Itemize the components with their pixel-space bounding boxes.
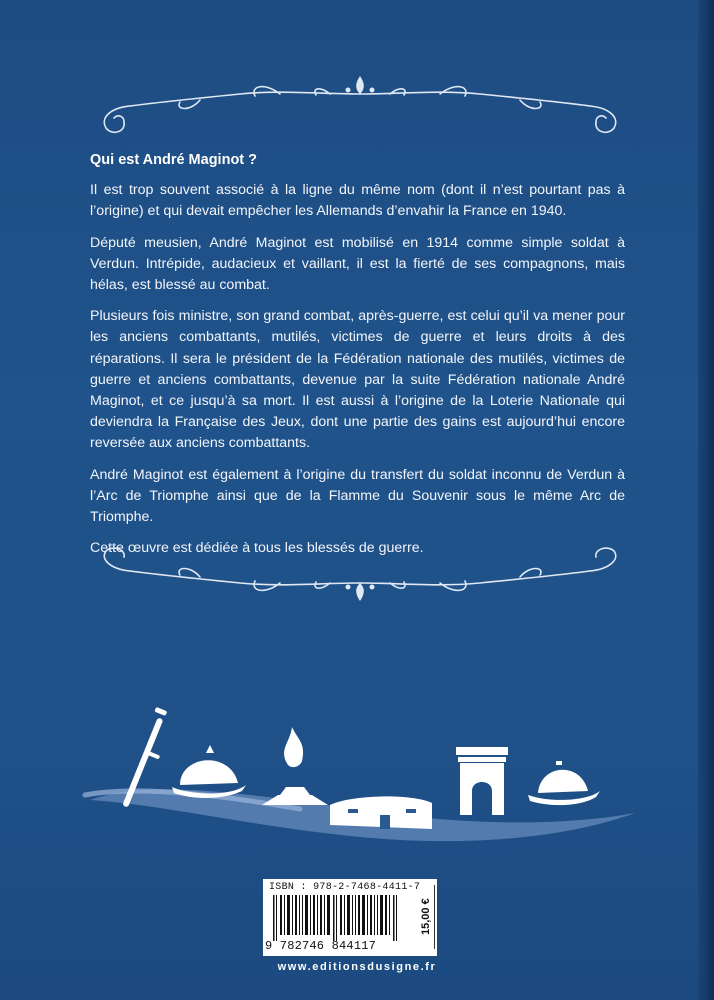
memorial-illustration xyxy=(80,705,640,855)
synopsis xyxy=(90,150,625,569)
isbn-label: ISBN : 978-2-7468-4411-7 xyxy=(269,882,421,893)
synopsis-paragraph-3: Plusieurs fois ministre, son grand combat, après-guerre, est celui qu’il va mener pour les anciens combattants, mutilés, victimes de guerre et leurs droits à des réparations. Il sera le président de la Fédération nationale des mutilés, victimes de guerre et anciens combattants, devenue par la suite Fédération nationale André Maginot, et ce jusqu’à sa mort. Il est aussi à l’origine de la Loterie Nationale qui deviendra la Française des Jeux, dont une partie des gains est aujourd’hui encore reversée aux anciens combattants. xyxy=(90,308,625,452)
arc-de-triomphe-icon xyxy=(456,747,508,815)
dedication: Cette œuvre est dédiée à tous les blessés de guerre. xyxy=(90,540,424,557)
top-flourish-ornament xyxy=(90,72,630,142)
barcode-digits: 9 782746 844117 xyxy=(265,939,377,953)
isbn-barcode xyxy=(263,879,437,956)
barcode-bars xyxy=(267,895,413,941)
pith-helmet-icon xyxy=(528,761,600,805)
synopsis-paragraph-4: André Maginot est également à l’origine du transfert du soldat inconnu de Verdun à l’Arc de Triomphe ainsi que de la Flamme du Souvenir sous le même Arc de Triomphe. xyxy=(90,466,625,526)
bottom-flourish-ornament xyxy=(90,545,630,615)
synopsis-paragraph-2: Député meusien, André Maginot est mobilisé en 1914 comme simple soldat à Verdun. Intrépide, audacieux et vaillant, il est la fierté de ses compagnons, mais hélas, est blessé au combat. xyxy=(90,234,625,294)
bunker-icon xyxy=(330,796,432,829)
eternal-flame-icon xyxy=(262,727,328,805)
price-label: 15,00 € xyxy=(418,885,435,949)
synopsis-heading: Qui est André Maginot ? xyxy=(90,152,258,168)
synopsis-paragraph-1: Il est trop souvent associé à la ligne du même nom (dont il n’est pourtant pas à l’origine) et qui devait empêcher les Allemands d’envahir la France en 1940. xyxy=(90,182,625,220)
spine-edge xyxy=(698,0,714,1000)
publisher-website: www.editionsdusigne.fr xyxy=(277,961,437,973)
